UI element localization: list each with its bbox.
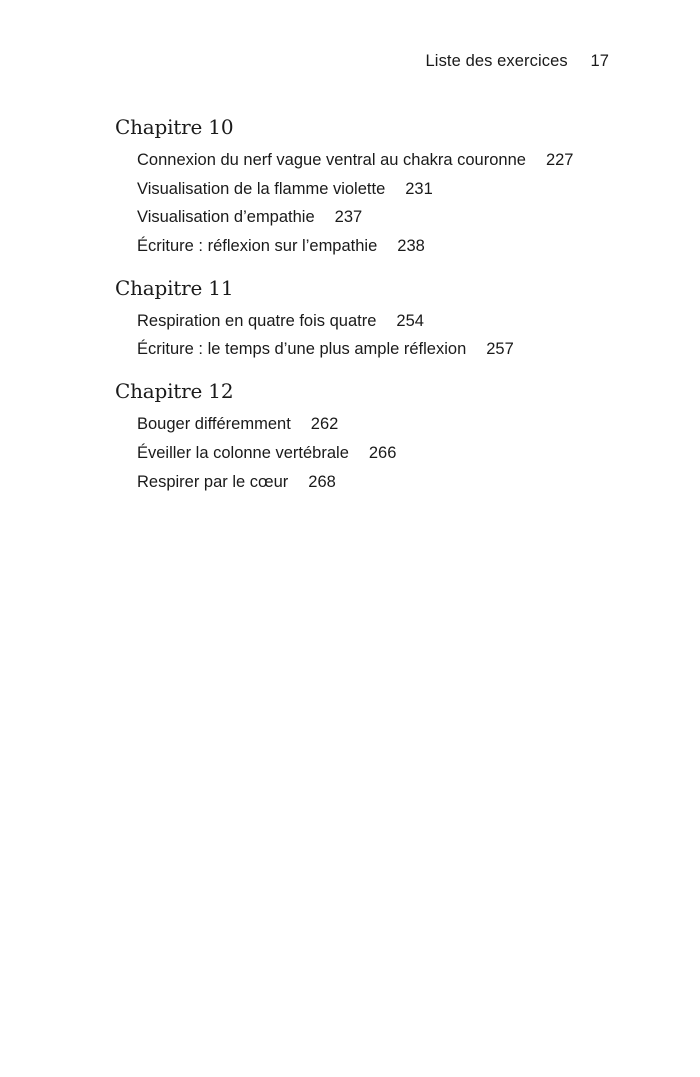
entry-page-number: 238 [397, 237, 425, 256]
entry-list [115, 410, 635, 496]
entry-text: Visualisation d’empathie [137, 208, 315, 227]
list-item [137, 410, 635, 439]
entry-page-number: 227 [545, 151, 574, 169]
entry-text: Écriture : le temps d’une plus ample réflexion [137, 340, 467, 359]
entry-list [115, 307, 635, 364]
entry-page-number: 268 [308, 472, 336, 491]
entry-page-number: 262 [310, 415, 339, 434]
chapter-12 [115, 376, 635, 496]
chapter-title: Chapitre 10 [115, 115, 234, 139]
section-title: Liste des exercices [425, 52, 568, 70]
entry-list [115, 146, 635, 261]
entry-text: Bouger différemment [137, 415, 291, 434]
entry-page-number: 266 [368, 443, 397, 462]
list-item [137, 307, 635, 336]
list-item [137, 232, 635, 261]
entry-text: Écriture : réflexion sur l’empathie [137, 237, 378, 256]
list-item [137, 203, 635, 232]
chapter-10 [115, 112, 635, 261]
entry-text: Visualisation de la flamme violette [137, 179, 386, 198]
list-item [137, 146, 635, 175]
chapter-11 [115, 273, 635, 364]
entry-page-number: 254 [396, 311, 424, 330]
list-item [137, 175, 635, 204]
list-item [137, 468, 635, 497]
entry-page-number: 237 [334, 208, 363, 227]
entry-text: Éveiller la colonne vertébrale [137, 443, 349, 462]
entry-page-number: 231 [405, 179, 433, 198]
list-item [137, 439, 635, 468]
entry-page-number: 257 [486, 340, 514, 359]
chapter-title: Chapitre 12 [115, 379, 234, 404]
entry-text: Respiration en quatre fois quatre [137, 311, 377, 330]
chapter-title: Chapitre 11 [115, 275, 234, 300]
list-item [137, 335, 635, 364]
page-number: 17 [590, 52, 609, 70]
running-header [426, 52, 609, 71]
entry-text: Respirer par le cœur [137, 472, 289, 491]
entry-text: Connexion du nerf vague ventral au chakra couronne [137, 151, 526, 169]
exercise-list [115, 112, 635, 496]
